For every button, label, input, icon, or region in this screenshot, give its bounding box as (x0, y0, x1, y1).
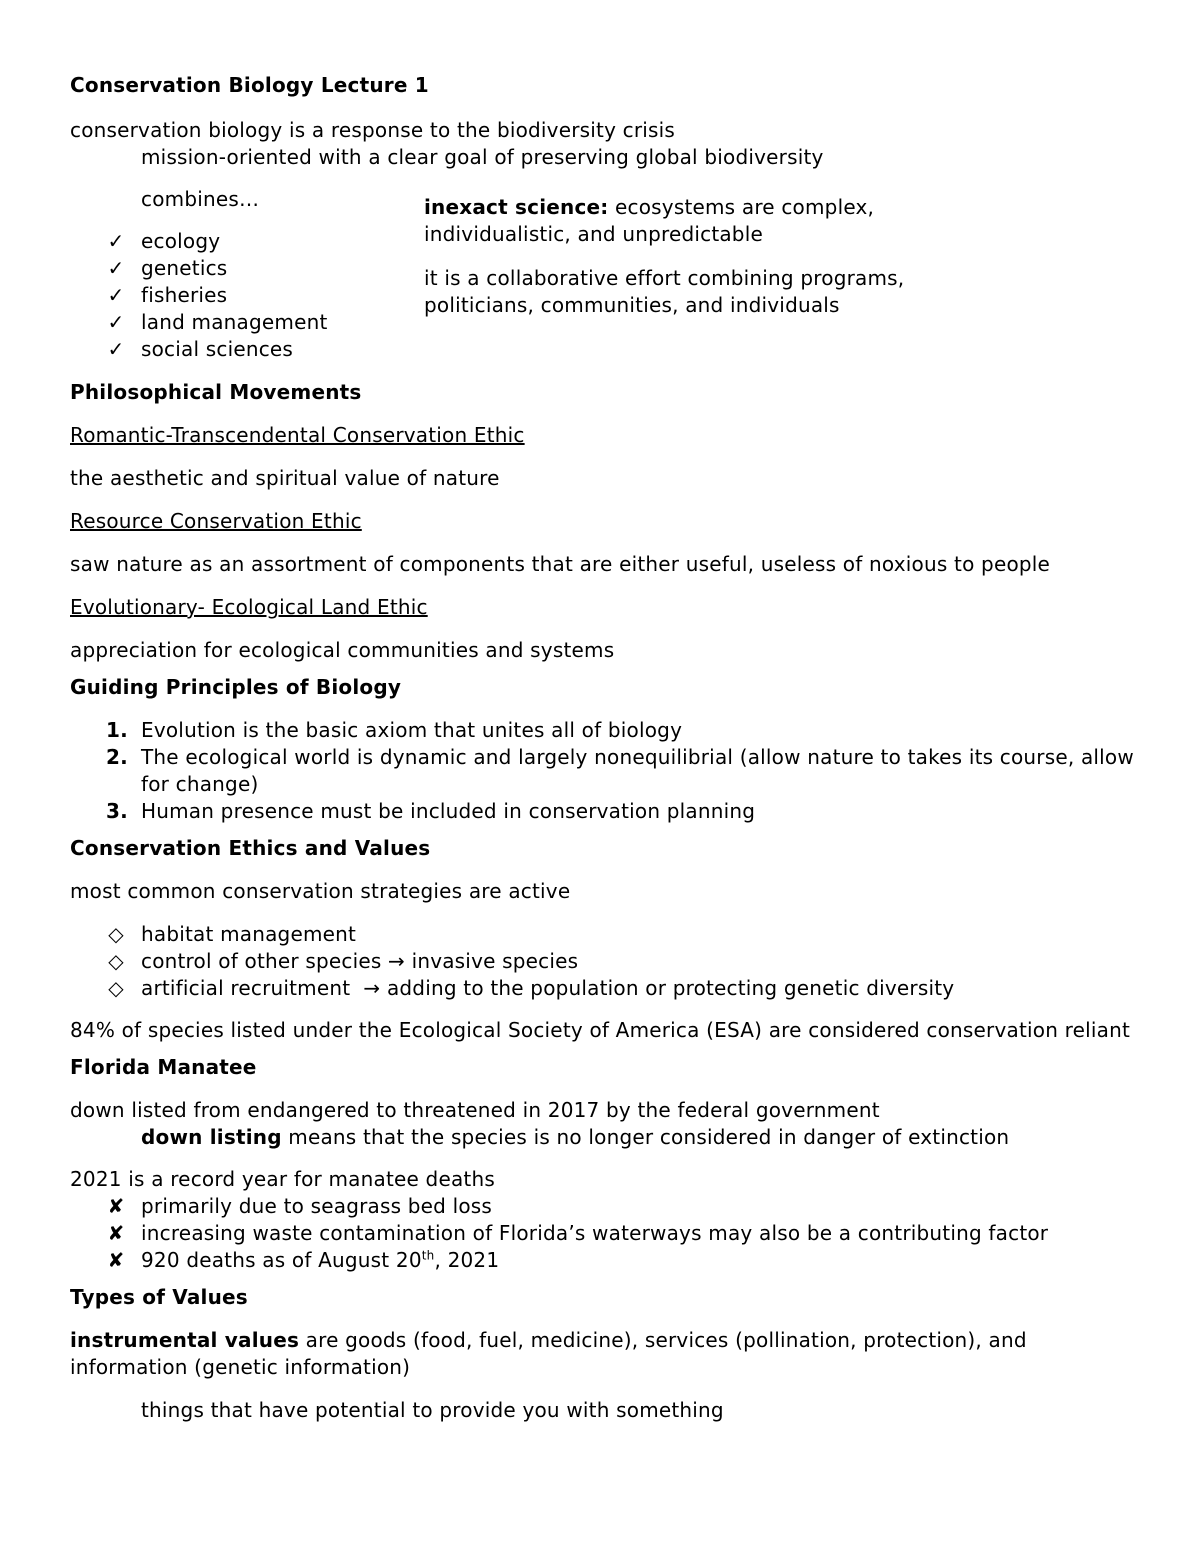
intro-line: conservation biology is a response to the biodiversity crisis (70, 118, 676, 142)
list-item: ✓ genetics (107, 256, 228, 280)
manatee-status: down listed from endangered to threatened in 2017 by the federal government (70, 1098, 880, 1122)
ethic-title: Romantic-Transcendental Conservation Ethic (70, 423, 525, 447)
page-title: Conservation Biology Lecture 1 (70, 73, 429, 97)
diamond-icon: ◇ (108, 922, 124, 946)
ethic-text: saw nature as an assortment of components that are either useful, useless of noxious to people (70, 552, 1051, 576)
check-list (70, 228, 424, 363)
list-item: ✘ primarily due to seagrass bed loss (107, 1194, 493, 1218)
causes-list (70, 1193, 1140, 1274)
ethic-text: the aesthetic and spiritual value of nature (70, 466, 500, 490)
arrow-icon: → (388, 949, 405, 973)
cross-icon: ✘ (107, 1194, 125, 1218)
list-item: ✓ ecology (107, 229, 221, 253)
check-icon: ✓ (107, 229, 125, 253)
list-item: ✓ fisheries (107, 283, 228, 307)
list-item: 3. Human presence must be included in conservation planning (106, 799, 756, 823)
document-page (70, 72, 1140, 1424)
section-heading-ethics: Conservation Ethics and Values (70, 836, 431, 860)
list-item: ◇ control of other species → invasive species (70, 948, 1140, 975)
check-icon: ✓ (107, 337, 125, 361)
section-heading-manatee: Florida Manatee (70, 1055, 257, 1079)
check-icon: ✓ (107, 283, 125, 307)
check-icon: ✓ (107, 310, 125, 334)
section-heading-values: Types of Values (70, 1285, 248, 1309)
combines-column (70, 186, 424, 363)
principles-list (70, 717, 1140, 825)
list-item: 1. Evolution is the basic axiom that unites all of biology (106, 718, 683, 742)
cross-icon: ✘ (107, 1248, 125, 1272)
list-item: ✓ social sciences (107, 337, 294, 361)
collab-note: it is a collaborative effort combining programs, politicians, communities, and individuals (424, 266, 905, 317)
section-heading-guiding: Guiding Principles of Biology (70, 675, 402, 699)
section-heading-philosophical: Philosophical Movements (70, 380, 362, 404)
mission-line: mission-oriented with a clear goal of preserving global biodiversity (141, 145, 824, 169)
intro-columns (70, 186, 1140, 363)
arrow-icon: → (363, 976, 381, 1000)
ethic-text: appreciation for ecological communities and systems (70, 638, 615, 662)
notes-column (424, 186, 944, 363)
list-item: ✘ 920 deaths as of August 20th, 2021 (107, 1248, 500, 1272)
ethic-title: Resource Conservation Ethic (70, 509, 362, 533)
downlisting-definition: down listing means that the species is no longer considered in danger of extinction (141, 1125, 1010, 1149)
list-item: 2. The ecological world is dynamic and largely nonequilibrial (allow nature to takes its course, allow for change) (106, 745, 1134, 796)
combines-label: combines… (141, 187, 260, 211)
list-item: ◇ habitat management (70, 921, 1140, 948)
check-icon: ✓ (107, 256, 125, 280)
instrumental-values: instrumental values are goods (food, fuel, medicine), services (pollination, protection), and information (genetic information) (70, 1328, 1027, 1379)
ethic-title: Evolutionary- Ecological Land Ethic (70, 595, 428, 619)
strategies-list (70, 921, 1140, 1002)
reliant-text: 84% of species listed under the Ecological Society of America (ESA) are considered conservation reliant (70, 1018, 1131, 1042)
cross-icon: ✘ (107, 1221, 125, 1245)
values-note: things that have potential to provide you with something (141, 1398, 724, 1422)
diamond-icon: ◇ (108, 976, 124, 1000)
list-item: ✘ increasing waste contamination of Florida’s waterways may also be a contributing factor (107, 1221, 1049, 1245)
list-item: ◇ artificial recruitment → adding to the population or protecting genetic diversity (70, 975, 1140, 1002)
inexact-note: inexact science: ecosystems are complex, individualistic, and unpredictable (424, 195, 875, 246)
record-year: 2021 is a record year for manatee deaths (70, 1167, 495, 1191)
diamond-icon: ◇ (108, 949, 124, 973)
list-item: ✓ land management (107, 310, 328, 334)
strategies-intro: most common conservation strategies are active (70, 879, 571, 903)
